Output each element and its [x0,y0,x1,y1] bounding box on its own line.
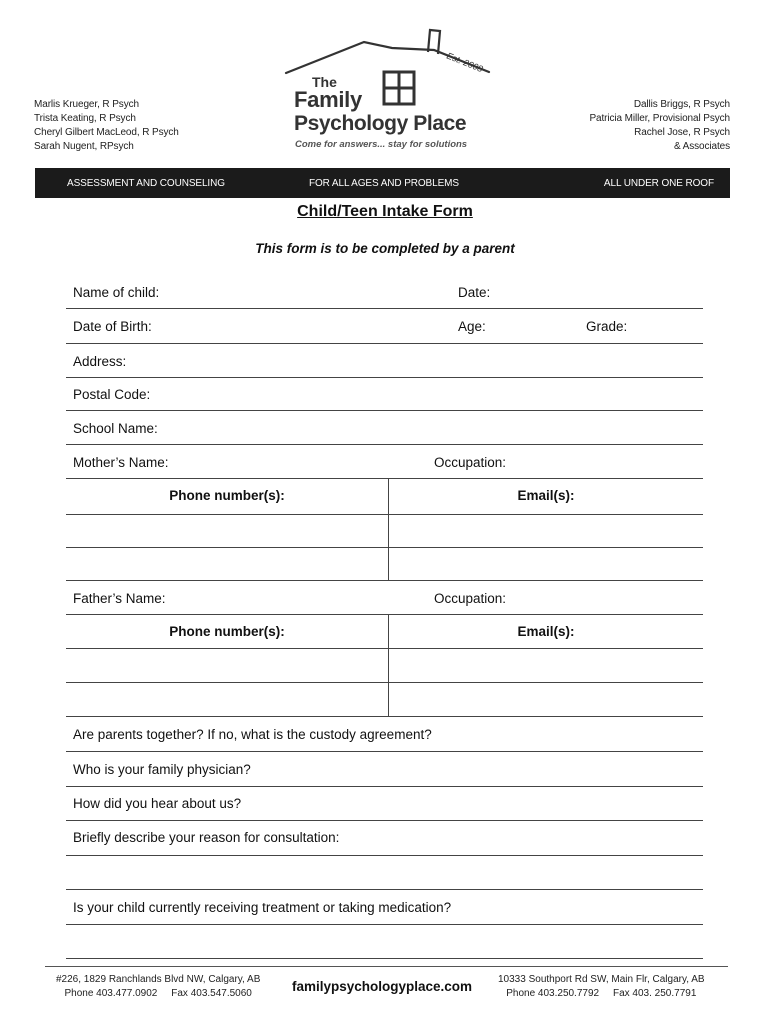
staff-member: & Associates [673,141,730,152]
footer-address-right [498,973,705,1001]
date-label: Date: [458,285,491,300]
logo-est: Est. 2008 [445,50,485,75]
mother-email-header: Email(s): [517,488,575,503]
table-row[interactable] [66,580,703,581]
footer-address-line: #226, 1829 Ranchlands Blvd NW, Calgary, AB [56,974,261,985]
name-of-child-field[interactable] [66,308,703,309]
table-divider [388,614,389,716]
staff-member: Marlis Krueger, R Psych [34,99,139,110]
staff-list-left [34,98,179,154]
fathers-name-label: Father’s Name: [73,591,166,606]
footer-divider [45,966,728,967]
address-field[interactable] [66,377,703,378]
treatment-label: Is your child currently receiving treatment or taking medication? [73,900,452,915]
mother-phone-header: Phone number(s): [169,488,285,503]
date-of-birth-label: Date of Birth: [73,319,152,334]
postal-code-field[interactable] [66,410,703,411]
school-name-label: School Name: [73,421,158,436]
mothers-name-field[interactable] [66,478,703,479]
custody-label: Are parents together? If no, what is the custody agreement? [73,727,432,742]
treatment-field[interactable] [66,924,703,925]
postal-code-label: Postal Code: [73,387,151,402]
date-of-birth-field[interactable] [66,343,703,344]
table-row[interactable] [66,716,703,717]
logo-the: The [312,74,337,90]
reason-field-line-2[interactable] [66,889,703,890]
table-row[interactable] [66,648,703,649]
name-of-child-label: Name of child: [73,285,160,300]
banner-center: FOR ALL AGES AND PROBLEMS [309,177,459,189]
hear-about-label: How did you hear about us? [73,796,242,811]
footer-contact-line: Phone 403.250.7792 Fax 403. 250.7791 [506,988,697,999]
footer-address-left [56,973,260,1001]
father-occupation-label: Occupation: [434,591,507,606]
reason-field[interactable] [66,855,703,856]
header-banner [35,168,730,198]
father-phone-header: Phone number(s): [169,624,285,639]
staff-list-right [589,98,730,154]
banner-right: ALL UNDER ONE ROOF [603,177,714,189]
fathers-name-field[interactable] [66,614,703,615]
form-subtitle: This form is to be completed by a parent [255,241,515,256]
address-label: Address: [73,354,127,369]
footer-address-line: 10333 Southport Rd SW, Main Flr, Calgary, AB [498,974,705,985]
staff-member: Rachel Jose, R Psych [634,127,730,138]
physician-field[interactable] [66,786,703,787]
table-row[interactable] [66,547,703,548]
staff-member: Patricia Miller, Provisional Psych [589,113,730,124]
reason-label: Briefly describe your reason for consultation: [73,830,340,845]
footer-contact-line: Phone 403.477.0902 Fax 403.547.5060 [64,988,252,999]
mother-occupation-label: Occupation: [434,455,507,470]
staff-member: Dallis Briggs, R Psych [633,99,730,110]
staff-member: Trista Keating, R Psych [34,113,136,124]
mothers-name-label: Mother’s Name: [73,455,169,470]
hear-about-field[interactable] [66,820,703,821]
table-divider [388,478,389,580]
custody-field[interactable] [66,751,703,752]
logo-tagline: Come for answers... stay for solutions [295,139,468,150]
treatment-field-line-2[interactable] [66,958,703,959]
logo-psychology-place: Psychology Place [294,112,467,135]
staff-member: Cheryl Gilbert MacLeod, R Psych [34,127,179,138]
table-row[interactable] [66,682,703,683]
footer-website-link[interactable]: familypsychologyplace.com [292,979,473,994]
physician-label: Who is your family physician? [73,762,251,777]
staff-member: Sarah Nugent, RPsych [34,141,134,152]
banner-left: ASSESSMENT AND COUNSELING [67,177,225,189]
table-row[interactable] [66,514,703,515]
school-name-field[interactable] [66,444,703,445]
father-email-header: Email(s): [517,624,575,639]
form-title: Child/Teen Intake Form [297,203,473,220]
logo-family: Family [294,87,362,112]
age-label: Age: [458,319,486,334]
grade-label: Grade: [586,319,628,334]
